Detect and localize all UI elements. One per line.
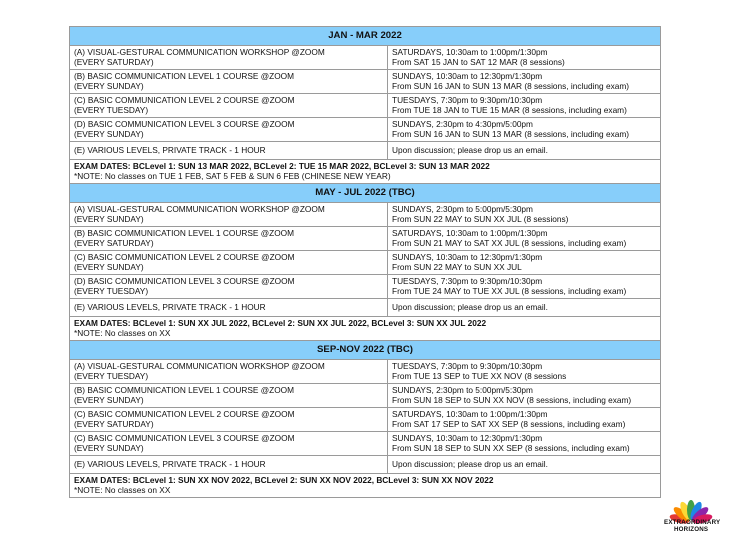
private-course: (E) VARIOUS LEVELS, PRIVATE TRACK - 1 HOUR bbox=[70, 142, 388, 160]
schedule-cell bbox=[388, 118, 661, 142]
private-note: Upon discussion; please drop us an email. bbox=[388, 456, 661, 474]
exam-cell bbox=[70, 317, 661, 341]
table-row bbox=[70, 94, 661, 118]
date-range: From SUN 21 MAY to SAT XX JUL (8 sessions, including exam) bbox=[392, 238, 627, 249]
table-row bbox=[70, 432, 661, 456]
section-note: *NOTE: No classes on XX bbox=[74, 328, 171, 339]
table-row-private bbox=[70, 299, 661, 317]
course-cell bbox=[70, 251, 388, 275]
section-title: MAY - JUL 2022 (TBC) bbox=[70, 184, 661, 203]
session-time: TUESDAYS, 7:30pm to 9:30pm/10:30pm bbox=[392, 361, 543, 371]
section-title: SEP-NOV 2022 (TBC) bbox=[70, 341, 661, 360]
course-day: (EVERY TUESDAY) bbox=[74, 286, 149, 297]
course-day: (EVERY TUESDAY) bbox=[74, 105, 149, 116]
section-note: *NOTE: No classes on TUE 1 FEB, SAT 5 FEB & SUN 6 FEB (CHINESE NEW YEAR) bbox=[74, 171, 391, 182]
course-name: (D) BASIC COMMUNICATION LEVEL 3 COURSE @ZOOM bbox=[74, 276, 295, 286]
table-row bbox=[70, 227, 661, 251]
session-time: TUESDAYS, 7:30pm to 9:30pm/10:30pm bbox=[392, 95, 543, 105]
course-cell bbox=[70, 360, 388, 384]
date-range: From SUN 22 MAY to SUN XX JUL (8 sessions) bbox=[392, 214, 569, 225]
course-name: (B) BASIC COMMUNICATION LEVEL 1 COURSE @ZOOM bbox=[74, 71, 295, 81]
course-cell bbox=[70, 118, 388, 142]
schedule-cell bbox=[388, 360, 661, 384]
date-range: From SAT 15 JAN to SAT 12 MAR (8 sessions) bbox=[392, 57, 565, 68]
section-title: JAN - MAR 2022 bbox=[70, 27, 661, 46]
schedule-cell bbox=[388, 70, 661, 94]
section-header bbox=[70, 341, 661, 360]
date-range: From SAT 17 SEP to SAT XX SEP (8 sessions, including exam) bbox=[392, 419, 626, 430]
course-cell bbox=[70, 432, 388, 456]
session-time: SUNDAYS, 2:30pm to 5:00pm/5:30pm bbox=[392, 385, 533, 395]
course-name: (C) BASIC COMMUNICATION LEVEL 3 COURSE @ZOOM bbox=[74, 433, 295, 443]
course-name: (C) BASIC COMMUNICATION LEVEL 2 COURSE @ZOOM bbox=[74, 252, 295, 262]
session-time: SUNDAYS, 10:30am to 12:30pm/1:30pm bbox=[392, 433, 543, 443]
private-note: Upon discussion; please drop us an email. bbox=[388, 299, 661, 317]
exam-row bbox=[70, 474, 661, 498]
course-day: (EVERY SATURDAY) bbox=[74, 238, 154, 249]
logo-line1: EXTRAORDINARY bbox=[664, 519, 721, 526]
course-cell bbox=[70, 70, 388, 94]
logo-wordmark bbox=[664, 519, 720, 533]
course-name: (B) BASIC COMMUNICATION LEVEL 1 COURSE @ZOOM bbox=[74, 385, 295, 395]
session-time: SUNDAYS, 2:30pm to 5:00pm/5:30pm bbox=[392, 204, 533, 214]
course-name: (C) BASIC COMMUNICATION LEVEL 2 COURSE @ZOOM bbox=[74, 95, 295, 105]
course-cell bbox=[70, 94, 388, 118]
exam-cell bbox=[70, 160, 661, 184]
date-range: From SUN 16 JAN to SUN 13 MAR (8 sessions, including exam) bbox=[392, 81, 630, 92]
course-name: (B) BASIC COMMUNICATION LEVEL 1 COURSE @ZOOM bbox=[74, 228, 295, 238]
exam-dates: EXAM DATES: BCLevel 1: SUN XX NOV 2022, BCLevel 2: SUN XX NOV 2022, BCLevel 3: SUN XX NOV 2022 bbox=[74, 475, 494, 485]
table-row bbox=[70, 384, 661, 408]
session-time: TUESDAYS, 7:30pm to 9:30pm/10:30pm bbox=[392, 276, 543, 286]
table-row bbox=[70, 251, 661, 275]
private-course: (E) VARIOUS LEVELS, PRIVATE TRACK - 1 HOUR bbox=[70, 299, 388, 317]
course-name: (C) BASIC COMMUNICATION LEVEL 2 COURSE @ZOOM bbox=[74, 409, 295, 419]
date-range: From SUN 18 SEP to SUN XX SEP (8 sessions, including exam) bbox=[392, 443, 630, 454]
schedule-cell bbox=[388, 94, 661, 118]
section-header bbox=[70, 27, 661, 46]
date-range: From TUE 18 JAN to TUE 15 MAR (8 sessions, including exam) bbox=[392, 105, 627, 116]
date-range: From SUN 22 MAY to SUN XX JUL bbox=[392, 262, 522, 273]
session-time: SUNDAYS, 10:30am to 12:30pm/1:30pm bbox=[392, 252, 543, 262]
course-cell bbox=[70, 46, 388, 70]
course-day: (EVERY SUNDAY) bbox=[74, 443, 144, 454]
course-day: (EVERY SATURDAY) bbox=[74, 419, 154, 430]
course-day: (EVERY SATURDAY) bbox=[74, 57, 154, 68]
table-row bbox=[70, 275, 661, 299]
schedule-cell bbox=[388, 203, 661, 227]
schedule-cell bbox=[388, 384, 661, 408]
table-row bbox=[70, 408, 661, 432]
table-row bbox=[70, 70, 661, 94]
session-time: SATURDAYS, 10:30am to 1:00pm/1:30pm bbox=[392, 409, 548, 419]
exam-row bbox=[70, 160, 661, 184]
session-time: SUNDAYS, 10:30am to 12:30pm/1:30pm bbox=[392, 71, 543, 81]
course-cell bbox=[70, 227, 388, 251]
session-time: SUNDAYS, 2:30pm to 4:30pm/5:00pm bbox=[392, 119, 533, 129]
course-day: (EVERY SUNDAY) bbox=[74, 129, 144, 140]
course-name: (D) BASIC COMMUNICATION LEVEL 3 COURSE @ZOOM bbox=[74, 119, 295, 129]
schedule-cell bbox=[388, 251, 661, 275]
course-name: (A) VISUAL-GESTURAL COMMUNICATION WORKSHOP @ZOOM bbox=[74, 361, 325, 371]
exam-dates: EXAM DATES: BCLevel 1: SUN XX JUL 2022, BCLevel 2: SUN XX JUL 2022, BCLevel 3: SUN XX JUL 2022 bbox=[74, 318, 487, 328]
private-note: Upon discussion; please drop us an email. bbox=[388, 142, 661, 160]
exam-cell bbox=[70, 474, 661, 498]
schedule-cell bbox=[388, 46, 661, 70]
course-day: (EVERY SUNDAY) bbox=[74, 262, 144, 273]
logo-line2: HORIZONS bbox=[674, 526, 709, 533]
hand-fan-logo-icon bbox=[657, 492, 725, 544]
table-row bbox=[70, 360, 661, 384]
course-cell bbox=[70, 408, 388, 432]
schedule-cell bbox=[388, 432, 661, 456]
section-header bbox=[70, 184, 661, 203]
date-range: From SUN 18 SEP to SUN XX NOV (8 sessions, including exam) bbox=[392, 395, 632, 406]
course-name: (A) VISUAL-GESTURAL COMMUNICATION WORKSHOP @ZOOM bbox=[74, 47, 325, 57]
section-note: *NOTE: No classes on XX bbox=[74, 485, 171, 496]
exam-row bbox=[70, 317, 661, 341]
table-row-private bbox=[70, 142, 661, 160]
date-range: From SUN 16 JAN to SUN 13 MAR (8 sessions, including exam) bbox=[392, 129, 630, 140]
course-cell bbox=[70, 275, 388, 299]
course-day: (EVERY SUNDAY) bbox=[74, 395, 144, 406]
session-time: SATURDAYS, 10:30am to 1:00pm/1:30pm bbox=[392, 228, 548, 238]
schedule-cell bbox=[388, 408, 661, 432]
course-day: (EVERY SUNDAY) bbox=[74, 81, 144, 92]
schedule-cell bbox=[388, 275, 661, 299]
schedule-table bbox=[69, 26, 661, 498]
schedule-cell bbox=[388, 227, 661, 251]
date-range: From TUE 13 SEP to TUE XX NOV (8 sessions bbox=[392, 371, 567, 382]
course-cell bbox=[70, 384, 388, 408]
session-time: SATURDAYS, 10:30am to 1:00pm/1:30pm bbox=[392, 47, 548, 57]
course-cell bbox=[70, 203, 388, 227]
exam-dates: EXAM DATES: BCLevel 1: SUN 13 MAR 2022, BCLevel 2: TUE 15 MAR 2022, BCLevel 3: SUN 13 MAR 2022 bbox=[74, 161, 490, 171]
course-name: (A) VISUAL-GESTURAL COMMUNICATION WORKSHOP @ZOOM bbox=[74, 204, 325, 214]
table-row bbox=[70, 203, 661, 227]
table-row bbox=[70, 118, 661, 142]
course-day: (EVERY TUESDAY) bbox=[74, 371, 149, 382]
table-row-private bbox=[70, 456, 661, 474]
date-range: From TUE 24 MAY to TUE XX JUL (8 sessions, including exam) bbox=[392, 286, 627, 297]
private-course: (E) VARIOUS LEVELS, PRIVATE TRACK - 1 HOUR bbox=[70, 456, 388, 474]
table-row bbox=[70, 46, 661, 70]
course-day: (EVERY SUNDAY) bbox=[74, 214, 144, 225]
